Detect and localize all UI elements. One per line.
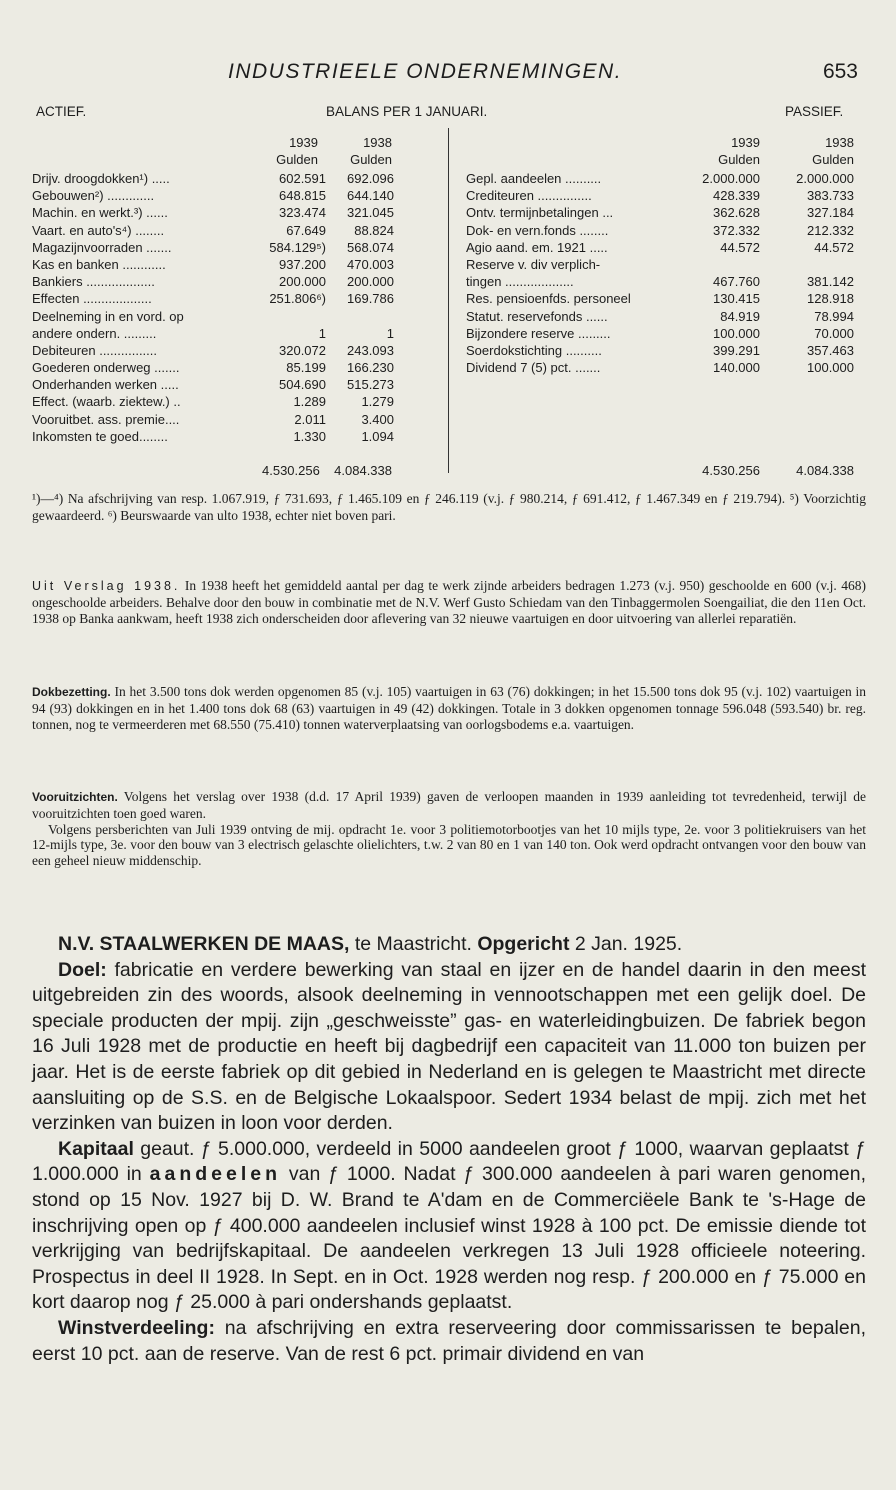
balance-value-1939: 44.572 bbox=[720, 239, 760, 255]
actief-total-1939: 4.530.256 bbox=[262, 463, 320, 478]
balance-value-1938: 88.824 bbox=[354, 222, 394, 238]
balance-row-label: Dividend 7 (5) pct. ....... bbox=[466, 360, 601, 376]
winst-paragraph bbox=[32, 1316, 866, 1367]
balance-value-1939: 362.628 bbox=[713, 205, 760, 221]
kapitaal-text-2: van ƒ 1000. Nadat ƒ 300.000 aandeelen à pari waren genomen, stond op 15 Nov. 1927 bij D. W. Brand te A'dam en de Commerciëele Bank te 's-Hage de inschrijving open op ƒ 400.000 aandeelen inclusief winst 1928 à 100 pct. De emissie diende tot verkrijging van bedrijfskapitaal. De aandeelen verkregen 13 Juli 1928 officieele noteering. Prospectus in deel II 1928. In Sept. en in Oct. 1928 werden nog resp. ƒ 200.000 en ƒ 75.000 en kort daarop nog ƒ 25.000 à pari ondershands geplaatst. bbox=[32, 1163, 866, 1314]
balance-row bbox=[466, 256, 866, 273]
balance-row bbox=[32, 256, 442, 273]
vooruitzichten-heading: Vooruitzichten. bbox=[32, 790, 118, 804]
balance-row bbox=[466, 239, 866, 256]
balance-row bbox=[466, 204, 866, 221]
actief-col-1938-header bbox=[330, 134, 392, 168]
year-1938: 1938 bbox=[363, 135, 392, 150]
balance-value-1938: 383.733 bbox=[807, 188, 854, 204]
unit-gulden: Gulden bbox=[718, 152, 760, 167]
balance-row bbox=[32, 359, 442, 376]
company-entry bbox=[32, 932, 866, 1367]
vooruitzichten-text-1: Volgens het verslag over 1938 (d.d. 17 April 1939) gaven de verloopen maanden in 1939 aanleiding tot tevredenheid, terwijl de vooruitzichten toen goed waren. bbox=[32, 789, 866, 821]
balance-row bbox=[32, 170, 442, 187]
vooruitzichten-text-2: Volgens persberichten van Juli 1939 ontving de mij. opdracht 1e. voor 3 politiemotorbootjes van het 10 mijls type, 2e. voor 3 politiekruisers van het 12-mijls type, 3e. voor den bouw van 3 electrisch gelaschte olielichters, t.w. 2 van 80 en 1 van 140 ton. Ook werd opdracht ontvangen voor den bouw van een geheel nieuw middenschip. bbox=[32, 821, 866, 869]
balance-value-1938: 470.003 bbox=[347, 256, 394, 272]
balance-value-1939: 428.339 bbox=[713, 188, 760, 204]
balance-row bbox=[32, 325, 442, 342]
balance-row-label: andere ondern. ......... bbox=[32, 325, 157, 341]
balance-row bbox=[466, 342, 866, 359]
balance-value-1939: 1.330 bbox=[293, 428, 326, 444]
balance-value-1939: 399.291 bbox=[713, 342, 760, 358]
balance-row-label: Effecten ................... bbox=[32, 291, 152, 307]
year-1938: 1938 bbox=[825, 135, 854, 150]
passief-total-1938: 4.084.338 bbox=[796, 463, 854, 478]
balance-row-label: Drijv. droogdokken¹) ..... bbox=[32, 171, 170, 186]
balance-row-label: tingen ................... bbox=[466, 274, 574, 290]
unit-gulden: Gulden bbox=[350, 152, 392, 167]
balance-value-1938: 1.279 bbox=[361, 394, 394, 410]
passief-table bbox=[466, 170, 866, 376]
balance-value-1938: 1 bbox=[386, 325, 394, 341]
balance-value-1939: 467.760 bbox=[713, 274, 760, 290]
balance-value-1939: 1 bbox=[318, 325, 326, 341]
balance-divider bbox=[448, 128, 449, 473]
unit-gulden: Gulden bbox=[812, 152, 854, 167]
balance-footnote: ¹)—⁴) Na afschrijving van resp. 1.067.919, ƒ 731.693, ƒ 1.465.109 en ƒ 246.119 (v.j. ƒ 980.214, ƒ 691.412, ƒ 1.467.349 en ƒ 219.794). ⁵) Voorzichtig gewaardeerd. ⁶) Beurswaarde van ulto 1938, echter niet boven pari. bbox=[32, 491, 866, 523]
balance-row-label: Bankiers ................... bbox=[32, 274, 155, 290]
balance-value-1939: 140.000 bbox=[713, 360, 760, 376]
balance-row-label: Dok- en vern.fonds ........ bbox=[466, 222, 609, 238]
balance-row bbox=[466, 273, 866, 290]
actief-total-1938: 4.084.338 bbox=[334, 463, 392, 478]
balance-row-label: Inkomsten te goed........ bbox=[32, 428, 168, 444]
dokbezetting-paragraph bbox=[32, 684, 866, 732]
verslag-text: In 1938 heeft het gemiddeld aantal per dag te werk zijnde arbeiders bedragen 1.273 (v.j. 950) geschoolde en 600 (v.j. 468) ongeschoolde arbeiders. Behalve door den bouw in combinatie met de N.V. Werf Gusto Schiedam van den Tinbaggermolen Soengailiat, die den 11en Oct. 1938 op Banka aankwam, heeft 1938 zich onderscheiden door aflevering van 32 nieuwe vaartuigen en door uitvoering van allerlei reparatiën. bbox=[32, 578, 867, 626]
balance-value-1938: 3.400 bbox=[361, 411, 394, 427]
passief-label: PASSIEF. bbox=[785, 104, 844, 119]
balance-row-label: Bijzondere reserve ......... bbox=[466, 325, 611, 341]
balance-row bbox=[466, 187, 866, 204]
balance-row-label: Magazijnvoorraden ....... bbox=[32, 239, 172, 255]
balance-value-1938: 243.093 bbox=[347, 342, 394, 358]
balance-row-label: Machin. en werkt.³) ...... bbox=[32, 205, 168, 221]
kapitaal-spaced-word: aandeelen bbox=[149, 1163, 282, 1186]
balance-row bbox=[32, 222, 442, 239]
balance-row bbox=[466, 308, 866, 325]
balance-row bbox=[32, 411, 442, 428]
verslag-heading: Uit Verslag 1938. bbox=[32, 579, 181, 593]
winst-label: Winstverdeeling: bbox=[58, 1316, 215, 1339]
balance-value-1938: 692.096 bbox=[347, 171, 394, 186]
winst-text: na afschrijving en extra reserveering door commissarissen te bepalen, eerst 10 pct. aan de reserve. Van de rest 6 pct. primair dividend en van bbox=[32, 1316, 866, 1365]
balance-row-label: Gebouwen²) ............. bbox=[32, 188, 155, 204]
company-heading-line bbox=[32, 932, 866, 958]
balance-row-label: Ontv. termijnbetalingen ... bbox=[466, 205, 614, 221]
balance-value-1939: 2.000.000 bbox=[702, 171, 760, 186]
balance-row bbox=[466, 290, 866, 307]
doel-paragraph bbox=[32, 958, 866, 1137]
opgericht-date: 2 Jan. 1925. bbox=[574, 933, 683, 955]
balance-value-1938: 1.094 bbox=[361, 428, 394, 444]
actief-label: ACTIEF. bbox=[36, 104, 87, 119]
balance-row-label: Reserve v. div verplich- bbox=[466, 256, 601, 272]
passief-total-1939: 4.530.256 bbox=[702, 463, 760, 478]
page-number: 653 bbox=[822, 60, 858, 83]
balance-row-label: Statut. reservefonds ...... bbox=[466, 308, 608, 324]
balance-row-label: Crediteuren ............... bbox=[466, 188, 592, 204]
balance-value-1939: 85.199 bbox=[286, 360, 326, 376]
balance-row-label: Onderhanden werken ..... bbox=[32, 377, 179, 393]
balance-row-label: Kas en banken ............ bbox=[32, 256, 166, 272]
balance-row bbox=[32, 376, 442, 393]
kapitaal-text-1: geaut. ƒ 5.000.000, verdeeld in 5000 aandeelen groot ƒ 1000, waarvan geplaatst ƒ 1.000.000 in bbox=[32, 1137, 866, 1186]
balance-value-1938: 568.074 bbox=[347, 239, 394, 255]
page-title: INDUSTRIEELE ONDERNEMINGEN. bbox=[228, 60, 623, 83]
verslag-paragraph bbox=[32, 578, 866, 626]
passief-col-1938-header bbox=[770, 134, 854, 168]
balance-value-1938: 128.918 bbox=[807, 291, 854, 307]
actief-col-1939-header bbox=[262, 134, 318, 168]
balance-row bbox=[32, 239, 442, 256]
balance-value-1938: 100.000 bbox=[807, 360, 854, 376]
balance-row bbox=[32, 290, 442, 307]
balance-value-1939: 602.591 bbox=[279, 171, 326, 186]
doel-text: fabricatie en verdere bewerking van staal en ijzer en de handel daarin in den meest uitgebreiden zin des woords, alsook deelneming in vennootschappen met een gelijk doel. De speciale producten der mpij. zijn „geschweisste” gas- en waterleidingbuizen. De fabriek begon 16 Juli 1928 met de productie en heeft bij dagbedrijf een capaciteit van 11.000 ton buizen per jaar. Het is de eerste fabriek op dit gebied in Nederland en is gelegen te Maastricht met directe aansluiting op de S.S. en de Belgische Lokaalspoor. Sedert 1934 belast de mpij. zich met het verzinken van buizen in loon voor derden. bbox=[32, 958, 866, 1135]
balance-row-label: Agio aand. em. 1921 ..... bbox=[466, 239, 608, 255]
opgericht-label: Opgericht bbox=[477, 933, 570, 955]
balance-value-1939: 100.000 bbox=[713, 325, 760, 341]
balance-value-1939: 67.649 bbox=[286, 222, 326, 238]
balance-row bbox=[32, 204, 442, 221]
balance-row-label: Debiteuren ................ bbox=[32, 342, 157, 358]
year-1939: 1939 bbox=[731, 135, 760, 150]
balance-row bbox=[466, 170, 866, 187]
balance-value-1939: 648.815 bbox=[279, 188, 326, 204]
balance-value-1938: 78.994 bbox=[814, 308, 854, 324]
balance-value-1938: 327.184 bbox=[807, 205, 854, 221]
balance-value-1938: 381.142 bbox=[807, 274, 854, 290]
balance-value-1938: 44.572 bbox=[814, 239, 854, 255]
balance-value-1939: 372.332 bbox=[713, 222, 760, 238]
passief-col-1939-header bbox=[680, 134, 760, 168]
balance-value-1939: 84.919 bbox=[720, 308, 760, 324]
balance-value-1939: 1.289 bbox=[293, 394, 326, 410]
running-head bbox=[228, 60, 866, 84]
kapitaal-label: Kapitaal bbox=[58, 1137, 134, 1160]
balance-row-label: Gepl. aandeelen .......... bbox=[466, 171, 602, 186]
balance-row bbox=[32, 308, 442, 325]
actief-table bbox=[32, 170, 442, 445]
kapitaal-paragraph bbox=[32, 1137, 866, 1316]
balance-value-1939: 320.072 bbox=[279, 342, 326, 358]
company-name: N.V. STAALWERKEN DE MAAS, bbox=[58, 933, 350, 955]
balance-row-label: Soerdokstichting .......... bbox=[466, 342, 602, 358]
balance-value-1939: 130.415 bbox=[713, 291, 760, 307]
balance-row-label: Vaart. en auto's⁴) ........ bbox=[32, 222, 165, 238]
balance-row bbox=[32, 273, 442, 290]
balance-value-1938: 169.786 bbox=[347, 291, 394, 307]
balance-row bbox=[32, 342, 442, 359]
balance-row-label: Goederen onderweg ....... bbox=[32, 360, 180, 376]
balance-row bbox=[32, 393, 442, 410]
balance-row-label: Vooruitbet. ass. premie.... bbox=[32, 411, 180, 427]
balance-value-1939: 2.011 bbox=[294, 411, 326, 427]
balance-row bbox=[466, 325, 866, 342]
balance-value-1939: 200.000 bbox=[279, 274, 326, 290]
balance-row bbox=[32, 428, 442, 445]
balance-value-1938: 166.230 bbox=[347, 360, 394, 376]
balance-value-1938: 2.000.000 bbox=[796, 171, 854, 186]
dokbezetting-heading: Dokbezetting. bbox=[32, 685, 111, 699]
balance-value-1938: 515.273 bbox=[347, 377, 394, 393]
balance-value-1938: 200.000 bbox=[347, 274, 394, 290]
balance-value-1938: 321.045 bbox=[347, 205, 394, 221]
balance-value-1939: 937.200 bbox=[279, 256, 326, 272]
doel-label: Doel: bbox=[58, 958, 107, 981]
vooruitzichten-paragraph bbox=[32, 789, 866, 869]
balance-row-label: Res. pensioenfds. personeel bbox=[466, 291, 631, 307]
balance-value-1938: 212.332 bbox=[807, 222, 854, 238]
balance-value-1939: 323.474 bbox=[279, 205, 326, 221]
year-1939: 1939 bbox=[289, 135, 318, 150]
balance-value-1939: 504.690 bbox=[279, 377, 326, 393]
balance-row-label: Effect. (waarb. ziektew.) .. bbox=[32, 394, 181, 410]
balance-row bbox=[32, 187, 442, 204]
balance-value-1938: 70.000 bbox=[814, 325, 854, 341]
balance-row bbox=[466, 222, 866, 239]
company-place: te Maastricht. bbox=[354, 933, 472, 955]
balance-row-label: Deelneming in en vord. op bbox=[32, 308, 184, 324]
balance-value-1938: 644.140 bbox=[347, 188, 394, 204]
balance-value-1939: 584.129⁵) bbox=[269, 239, 326, 255]
balance-row bbox=[466, 359, 866, 376]
balance-title: BALANS PER 1 JANUARI. bbox=[326, 104, 488, 119]
balance-value-1939: 251.806⁶) bbox=[269, 291, 326, 307]
dokbezetting-text: In het 3.500 tons dok werden opgenomen 85 (v.j. 105) vaartuigen in 63 (76) dokkingen; in het 15.500 tons dok 95 (v.j. 102) vaartuigen in 94 (93) dokkingen en in het 1.400 tons dok 68 (63) vaartuigen in 49 (42) dokkingen. Totale in 3 dokken opgenomen tonnage 596.048 (593.540) br. reg. tonnen, nog te vermeerderen met 68.550 (75.410) tonnen waterverplaatsing van oorlogsbodems e.a. vaartuigen. bbox=[32, 684, 867, 732]
balance-value-1938: 357.463 bbox=[807, 342, 854, 358]
unit-gulden: Gulden bbox=[276, 152, 318, 167]
